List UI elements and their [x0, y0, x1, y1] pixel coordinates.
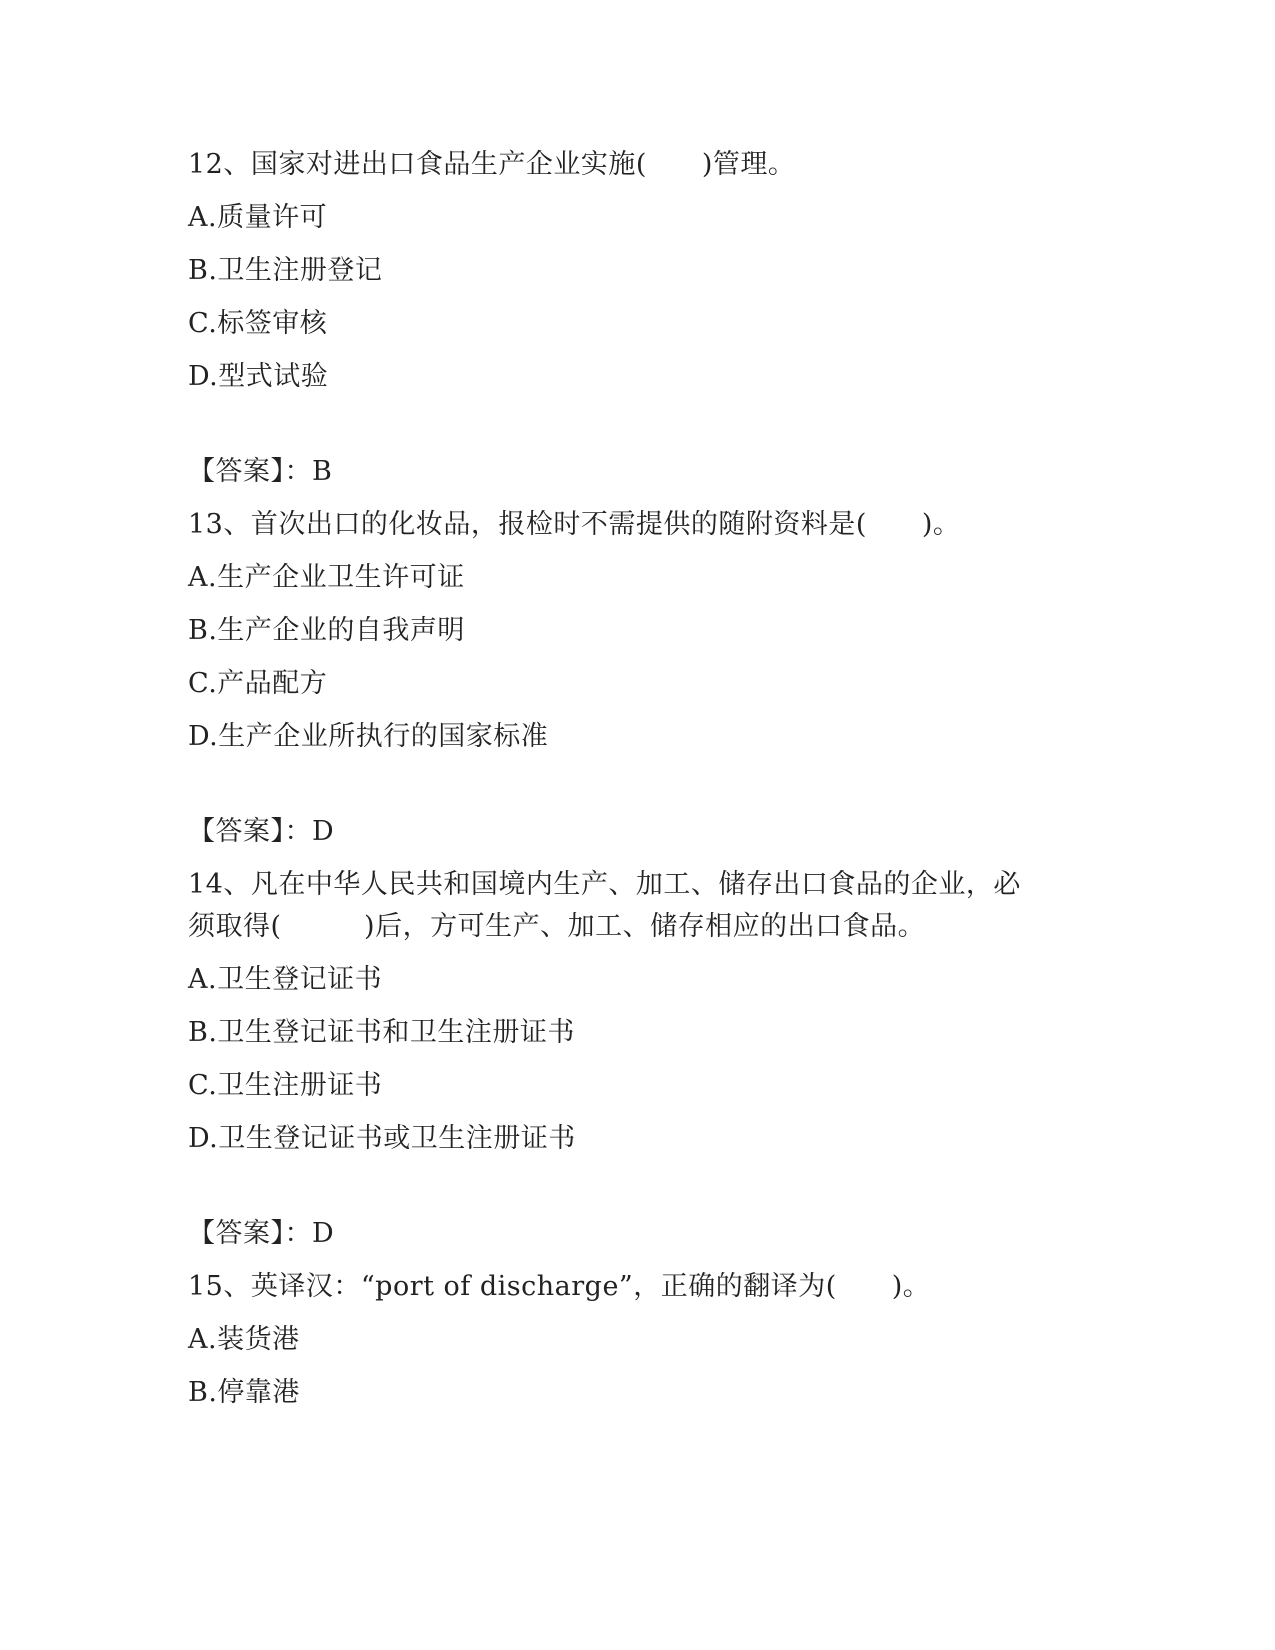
question-15-stem: 15、英译汉：“port of discharge”，正确的翻译为( )。 [188, 1271, 931, 1302]
question-14-answer: 【答案】：D [188, 1218, 335, 1249]
question-13-option-c: C.产品配方 [188, 668, 328, 699]
question-12-option-c: C.标签审核 [188, 308, 328, 339]
question-14-stem-line1: 14、凡在中华人民共和国境内生产、加工、储存出口食品的企业，必 [188, 869, 1021, 900]
question-12-stem: 12、国家对进出口食品生产企业实施( )管理。 [188, 149, 796, 180]
question-13-option-d: D.生产企业所执行的国家标准 [188, 721, 549, 752]
question-12-option-d: D.型式试验 [188, 361, 329, 392]
question-14-option-d: D.卫生登记证书或卫生注册证书 [188, 1123, 576, 1154]
question-15-option-a: A.装货港 [188, 1324, 300, 1355]
question-13-option-a: A.生产企业卫生许可证 [188, 562, 465, 593]
question-14-option-b: B.卫生登记证书和卫生注册证书 [188, 1017, 575, 1048]
question-14-option-c: C.卫生注册证书 [188, 1070, 383, 1101]
question-14-stem-line2: 须取得( )后，方可生产、加工、储存相应的出口食品。 [188, 911, 926, 942]
question-15-option-b: B.停靠港 [188, 1377, 300, 1408]
question-12-answer: 【答案】：B [188, 456, 333, 487]
question-13-stem: 13、首次出口的化妆品，报检时不需提供的随附资料是( )。 [188, 509, 961, 540]
question-12-option-a: A.质量许可 [188, 202, 328, 233]
question-13-option-b: B.生产企业的自我声明 [188, 615, 465, 646]
question-12-option-b: B.卫生注册登记 [188, 255, 383, 286]
question-14-option-a: A.卫生登记证书 [188, 964, 383, 995]
question-13-answer: 【答案】：D [188, 816, 335, 847]
